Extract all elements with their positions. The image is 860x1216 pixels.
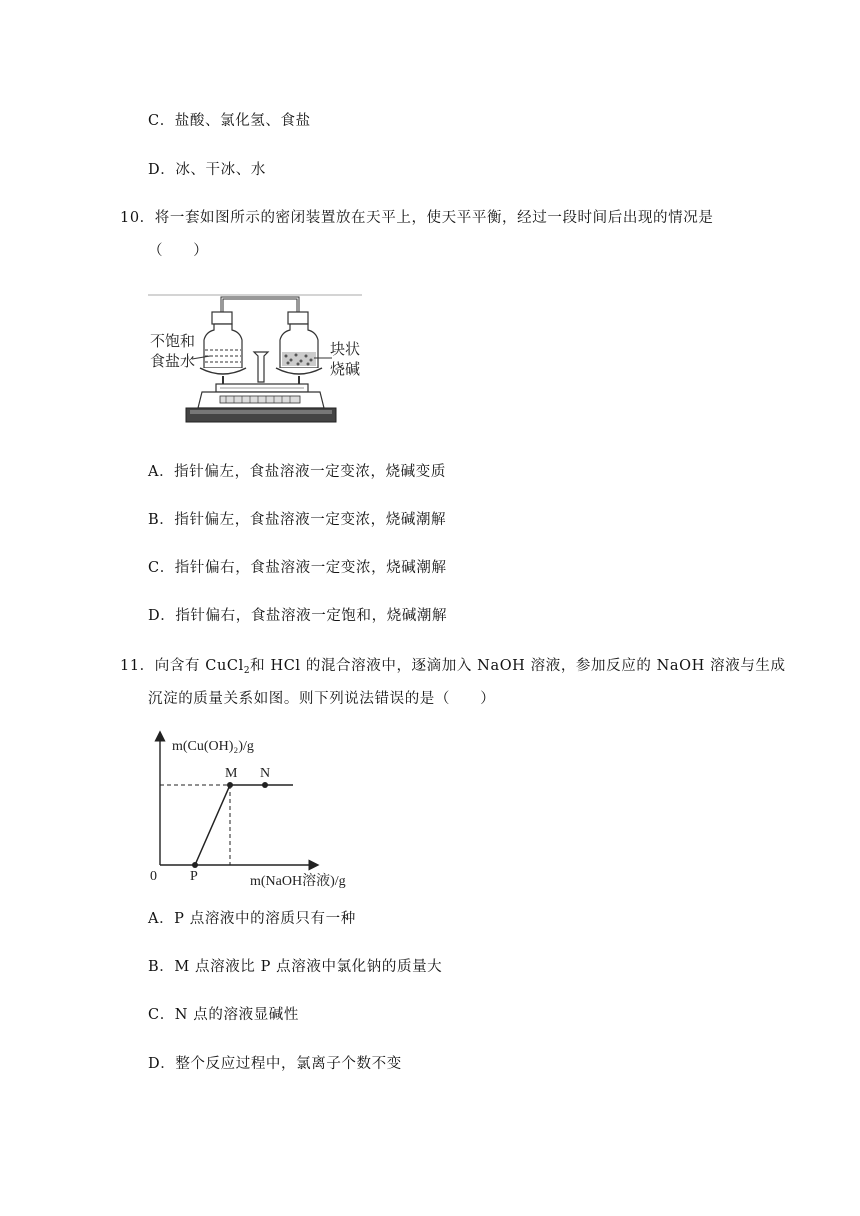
q10-option-d: D．指针偏右，食盐溶液一定饱和，烧碱潮解 bbox=[148, 608, 448, 624]
q11-option-c: C．N 点的溶液显碱性 bbox=[148, 1007, 299, 1023]
q11-stem-part1: 11．向含有 CuCl bbox=[120, 658, 244, 674]
q10-option-c: C．指针偏右，食盐溶液一定变浓，烧碱潮解 bbox=[148, 560, 447, 576]
cuoh2-mass-chart bbox=[146, 728, 376, 890]
figure-right-label-line1: 块状 bbox=[330, 340, 361, 358]
q11-stem-subscript: 2 bbox=[243, 666, 251, 676]
balance-apparatus-figure bbox=[146, 290, 366, 430]
q11-stem-line2: 沉淀的质量关系如图。则下列说法错误的是（ ） bbox=[148, 691, 496, 707]
q10-stem: 10．将一套如图所示的密闭装置放在天平上，使天平平衡，经过一段时间后出现的情况是 bbox=[120, 210, 714, 226]
figure-left-label-line1: 不饱和 bbox=[150, 332, 196, 350]
chart-origin-label: 0 bbox=[150, 869, 157, 884]
q9-option-c: C．盐酸、氯化氢、食盐 bbox=[148, 113, 311, 129]
chart-point-n bbox=[262, 782, 268, 788]
q11-stem-line1 bbox=[120, 656, 786, 676]
chart-series-line bbox=[195, 785, 293, 865]
chart-x-label: m(NaOH溶液)/g bbox=[250, 874, 346, 889]
q11-stem-part2: 和 HCl 的混合溶液中，逐滴加入 NaOH 溶液，参加反应的 NaOH 溶液与生成 bbox=[250, 658, 786, 674]
q10-option-b: B．指针偏左，食盐溶液一定变浓，烧碱潮解 bbox=[148, 512, 447, 528]
figure-right-label-line2: 烧碱 bbox=[330, 360, 361, 378]
chart-point-m bbox=[227, 782, 233, 788]
chart-point-p bbox=[192, 862, 198, 868]
figure-left-label-line2: 食盐水 bbox=[150, 352, 196, 370]
q11-option-b: B．M 点溶液比 P 点溶液中氯化钠的质量大 bbox=[148, 959, 443, 975]
chart-point-label-p: P bbox=[190, 869, 198, 884]
chart-point-label-n: N bbox=[260, 766, 271, 781]
chart-point-label-m: M bbox=[225, 766, 238, 781]
q10-option-a: A．指针偏左，食盐溶液一定变浓，烧碱变质 bbox=[148, 464, 446, 480]
q11-option-d: D．整个反应过程中，氯离子个数不变 bbox=[148, 1056, 402, 1072]
chart-y-label: m(Cu(OH)₂)/g bbox=[172, 739, 254, 754]
q9-option-d: D．冰、干冰、水 bbox=[148, 162, 266, 178]
q11-option-a: A．P 点溶液中的溶质只有一种 bbox=[148, 911, 356, 927]
q10-blank: （ ） bbox=[148, 243, 209, 259]
